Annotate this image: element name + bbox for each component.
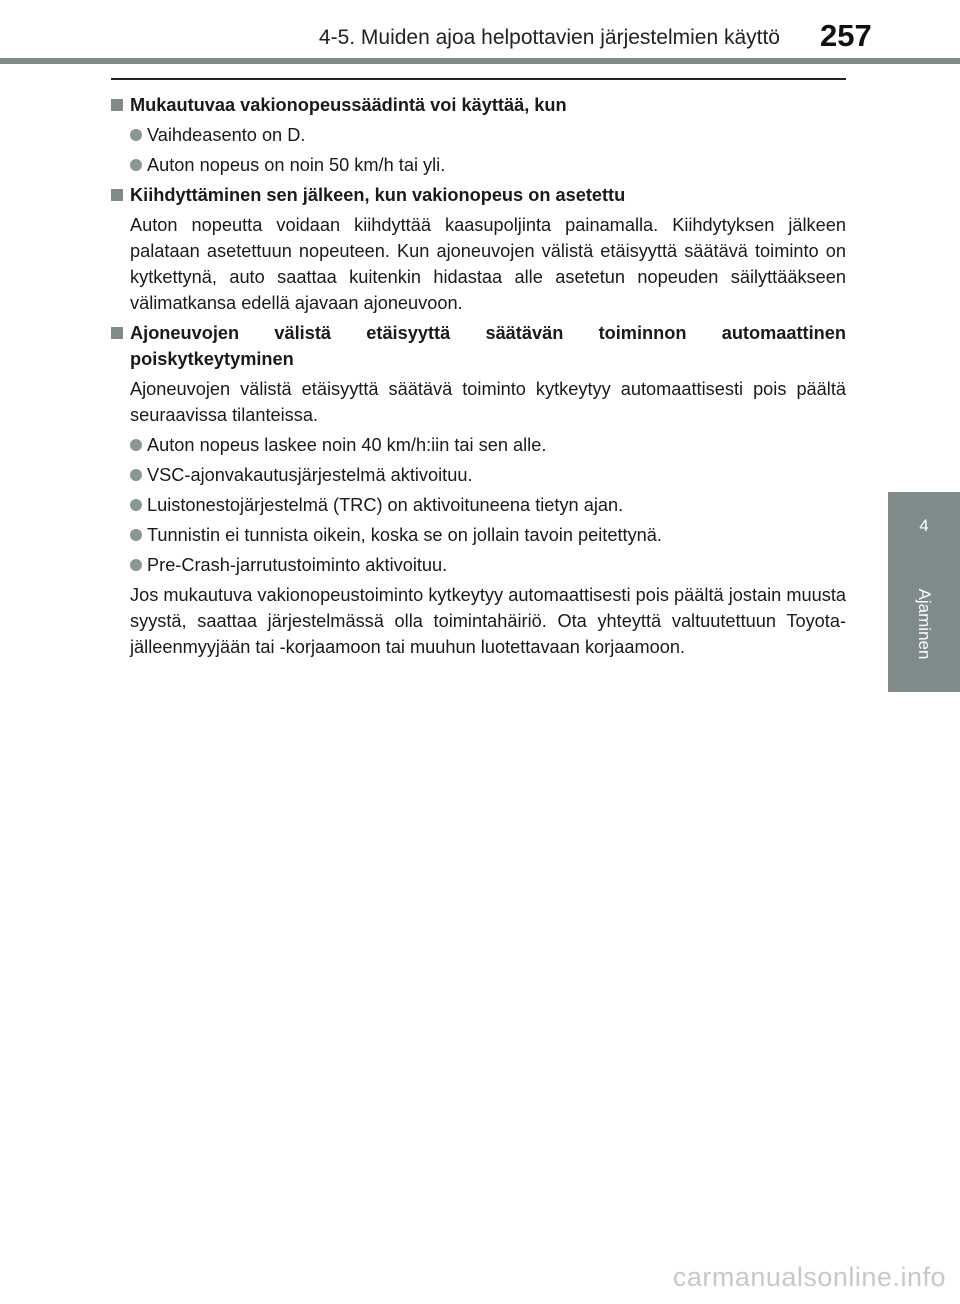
list-item — [111, 152, 846, 178]
list-item-text: Vaihdeasento on D. — [147, 125, 306, 145]
list-item — [111, 432, 846, 458]
paragraph: Auton nopeutta voidaan kiihdyttää kaasupoljinta painamalla. Kiihdytyksen jälkeen palataan asetettuun nopeuteen. Kun ajoneuvojen välistä etäisyyttä säätävä toiminto on kytkettynä, auto saattaa kuitenkin hidastaa alle asetetun nopeuden säilyttääkseen välimatkansa edellä ajavaan ajoneuvoon. — [130, 215, 846, 313]
heading-text: Kiihdyttäminen sen jälkeen, kun vakionopeus on asetettu — [130, 185, 626, 205]
list-item-text: Auton nopeus laskee noin 40 km/h:iin tai sen alle. — [147, 435, 547, 455]
page-content — [111, 88, 846, 660]
heading-text: Ajoneuvojen välistä etäisyyttä säätävän toiminnon automaattinen poiskytkeytyminen — [130, 323, 846, 369]
round-bullet-icon — [130, 499, 142, 511]
heading-text: Mukautuvaa vakionopeussäädintä voi käyttää, kun — [130, 95, 567, 115]
heading-auto-cancel — [111, 320, 846, 372]
list-item — [111, 122, 846, 148]
list-item — [111, 492, 846, 518]
list-item-text: Auton nopeus on noin 50 km/h tai yli. — [147, 155, 446, 175]
paragraph: Ajoneuvojen välistä etäisyyttä säätävä toiminto kytkeytyy automaattisesti pois päältä seuraavissa tilanteissa. — [130, 379, 846, 425]
chapter-label: Ajaminen — [915, 588, 934, 660]
round-bullet-icon — [130, 129, 142, 141]
square-bullet-icon — [111, 189, 123, 201]
round-bullet-icon — [130, 469, 142, 481]
paragraph: Jos mukautuva vakionopeustoiminto kytkeytyy automaattisesti pois päältä jostain muusta syystä, saattaa järjestelmässä olla toimintahäiriö. Ota yhteyttä valtuutettuun Toyota-jälleenmyyjään tai -korjaamoon tai muuhun luotettavaan korjaamoon. — [130, 585, 846, 657]
round-bullet-icon — [130, 559, 142, 571]
page-header — [0, 0, 960, 64]
heading-conditions — [111, 92, 846, 118]
page-number: 257 — [820, 18, 872, 53]
header-divider — [0, 58, 960, 64]
chapter-number: 4 — [919, 516, 929, 535]
square-bullet-icon — [111, 99, 123, 111]
list-item — [111, 462, 846, 488]
round-bullet-icon — [130, 529, 142, 541]
heading-acceleration — [111, 182, 846, 208]
section-title: 4-5. Muiden ajoa helpottavien järjestelmien käyttö — [318, 26, 780, 49]
round-bullet-icon — [130, 159, 142, 171]
square-bullet-icon — [111, 327, 123, 339]
list-item-text: Luistonestojärjestelmä (TRC) on aktivoituneena tietyn ajan. — [147, 495, 624, 515]
round-bullet-icon — [130, 439, 142, 451]
list-item — [111, 552, 846, 578]
chapter-tab[interactable] — [888, 492, 960, 692]
watermark: carmanualsonline.info — [672, 1262, 946, 1292]
list-item-text: Pre-Crash-jarrutustoiminto aktivoituu. — [147, 555, 448, 575]
content-divider — [111, 78, 846, 80]
list-item-text: VSC-ajonvakautusjärjestelmä aktivoituu. — [147, 465, 473, 485]
list-item-text: Tunnistin ei tunnista oikein, koska se on jollain tavoin peitettynä. — [147, 525, 662, 545]
list-item — [111, 522, 846, 548]
